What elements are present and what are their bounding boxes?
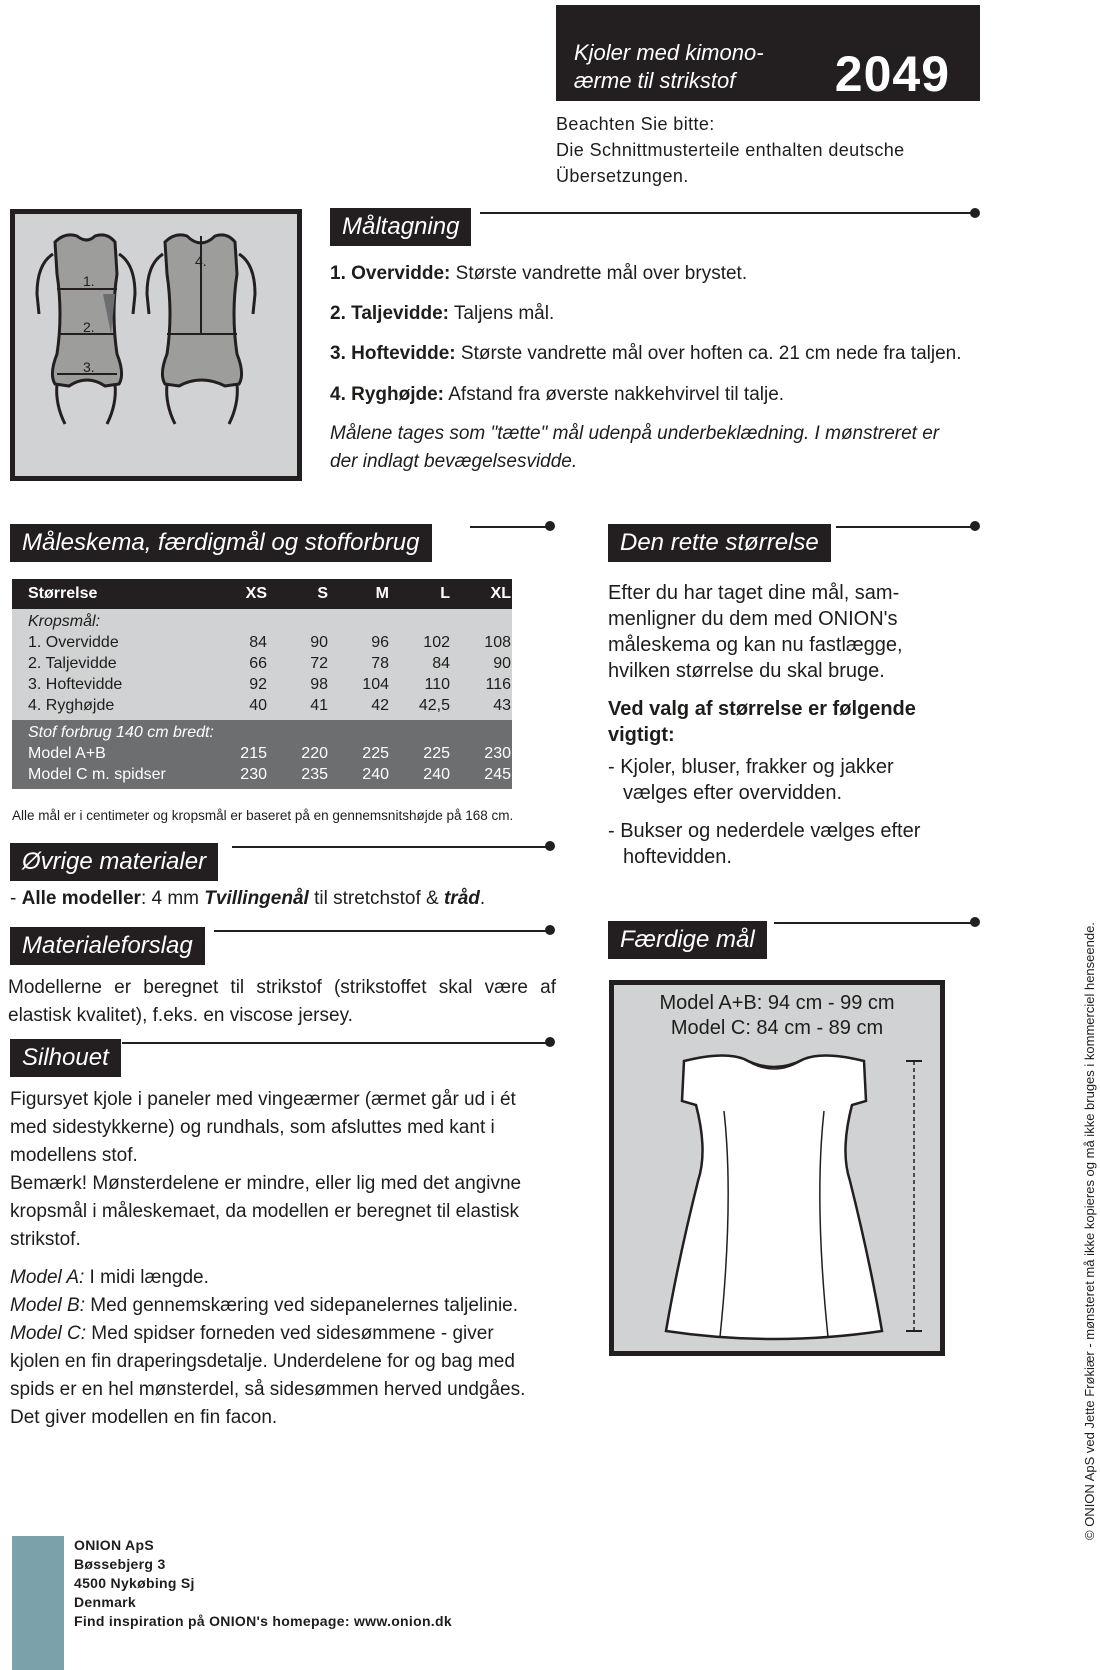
silhouet-description: Figursyet kjole i paneler med vingeærmer (ærmet går ud i ét med sidestykkerne) og rundhals, som afsluttes med kant i modellens stof. Bemærk! Mønsterdelene er mindre, eller lig med det angivne kropsmål i måleskemaet, da modellen er beregnet til elastisk strikstof. bbox=[10, 1089, 522, 1250]
section-rule bbox=[122, 1042, 550, 1044]
figure-label-4: 4. bbox=[195, 253, 207, 269]
measurement-note: Målene tages som "tætte" mål udenpå underbeklædning. I mønstreret er der indlagt bevægelsesvidde. bbox=[330, 423, 940, 472]
title-line-2: ærme til strikstof bbox=[574, 68, 736, 93]
body-measurement-illustration bbox=[15, 214, 297, 476]
footer-country: Denmark bbox=[74, 1594, 137, 1610]
section-rule bbox=[470, 526, 550, 528]
body-measurements: Kropsmål: 1. Overvidde 84 90 96 102 108 2. Taljevidde 66 72 78 84 90 3. Hoftevidde 92 98 104 110 116 4. Ryghøjde 40 41 42 42,5 43 bbox=[12, 609, 512, 720]
finished-measurements-box bbox=[609, 980, 945, 1356]
model-a: Model A: I midi længde. bbox=[10, 1267, 209, 1288]
rette-storrelse-bullet-2: - Bukser og nederdele vælges efter hoftevidden. bbox=[608, 820, 921, 868]
section-rule-dot bbox=[545, 1037, 555, 1047]
finished-measurements bbox=[614, 991, 940, 1041]
measurement-item-2: 2. Taljevidde: Taljens mål. bbox=[330, 303, 555, 324]
measurement-item-1: 1. Overvidde: Største vandrette mål over brystet. bbox=[330, 263, 748, 284]
notice-line: Übersetzungen. bbox=[556, 166, 689, 186]
section-title-maleskema: Måleskema, færdigmål og stofforbrug bbox=[10, 524, 432, 562]
section-title-maltagning: Måltagning bbox=[330, 208, 471, 246]
section-title-ovrige: Øvrige materialer bbox=[10, 843, 218, 881]
measurement-figure-box bbox=[10, 209, 302, 481]
table-footnote: Alle mål er i centimeter og kropsmål er baseret på en gennemsnitshøjde på 168 cm. bbox=[12, 808, 514, 823]
ovrige-text: - Alle modeller: 4 mm Tvillingenål til stretchstof & tråd. bbox=[10, 888, 486, 909]
section-rule-dot bbox=[545, 521, 555, 531]
notice bbox=[556, 111, 905, 189]
section-rule bbox=[836, 526, 976, 528]
measurement-item-4: 4. Ryghøjde: Afstand fra øverste nakkehvirvel til talje. bbox=[330, 384, 785, 405]
measurement-item-3: 3. Hoftevidde: Største vandrette mål over hoften ca. 21 cm nede fra taljen. bbox=[330, 343, 962, 364]
section-rule-dot bbox=[545, 841, 555, 851]
teal-color-bar bbox=[12, 1536, 64, 1670]
notice-line: Beachten Sie bitte: bbox=[556, 114, 715, 134]
rette-storrelse-heading: Ved valg af størrelse er følgende vigtigt: bbox=[608, 698, 916, 746]
section-title-silhouet: Silhouet bbox=[10, 1039, 121, 1077]
footer-city: 4500 Nykøbing Sj bbox=[74, 1575, 195, 1591]
rette-storrelse-bullet-1: - Kjoler, bluser, frakker og jakker vælges efter overvidden. bbox=[608, 756, 894, 804]
table-row: Model A+B 215 220 225 225 230 bbox=[28, 745, 511, 762]
finished-c: Model C: 84 cm - 89 cm bbox=[670, 1017, 884, 1039]
section-rule-dot bbox=[970, 208, 980, 218]
materialeforslag-text: Modellerne er beregnet til strikstof (strikstoffet skal være af elastisk kvalitet), f.eks. en viscose jersey. bbox=[8, 977, 556, 1026]
table-row: Model C m. spidser 230 235 240 240 245 bbox=[28, 766, 511, 783]
figure-label-2: 2. bbox=[83, 319, 95, 335]
section-title-faerdige: Færdige mål bbox=[608, 921, 767, 959]
footer-address bbox=[74, 1536, 452, 1631]
table-row: 4. Ryghøjde 40 41 42 42,5 43 bbox=[28, 697, 511, 714]
section-title-materialeforslag: Materialeforslag bbox=[10, 927, 205, 965]
section-rule-dot bbox=[970, 917, 980, 927]
model-c: Model C: Med spidser forneden ved sidesømmene - giver bbox=[10, 1323, 494, 1344]
section-rule-dot bbox=[970, 521, 980, 531]
notice-line: Die Schnittmusterteile enthalten deutsche bbox=[556, 140, 905, 160]
section-rule-dot bbox=[545, 925, 555, 935]
pattern-title bbox=[574, 39, 764, 95]
footer-company: ONION ApS bbox=[74, 1537, 154, 1553]
size-table-header: Størrelse XS S M L XL bbox=[12, 579, 512, 609]
title-line-1: Kjoler med kimono- bbox=[574, 40, 764, 65]
silhouet-models: Model A: I midi længde. Model B: Med gennemskæring ved sidepanelernes taljelinie. Model C: Med spidser forneden ved sidesømmene - giver kjolen en fin draperingsdetalje. Underdelene for og bag med spids er en hel mønsterdel, så sidesømmen herved undgåes. Det giver modellen en fin facon. bbox=[10, 1264, 556, 1432]
table-row: 2. Taljevidde 66 72 78 84 90 bbox=[28, 655, 511, 672]
footer-street: Bøssebjerg 3 bbox=[74, 1556, 166, 1572]
figure-label-3: 3. bbox=[83, 359, 95, 375]
table-row: 3. Hoftevidde 92 98 104 110 116 bbox=[28, 676, 511, 693]
section-rule bbox=[214, 930, 550, 932]
copyright-notice: © ONION ApS ved Jette Frøkiær - mønsteret må ikke kopieres og må ikke bruges i kommerciel henseende. bbox=[1082, 922, 1097, 1540]
dress-illustration bbox=[614, 1041, 940, 1351]
fabric-consumption: Stof forbrug 140 cm bredt: Model A+B 215 220 225 225 230 Model C m. spidser 230 235 240 240 245 bbox=[12, 720, 512, 789]
model-b: Model B: Med gennemskæring ved sidepanelernes taljelinie. bbox=[10, 1295, 519, 1316]
title-box bbox=[556, 5, 980, 101]
finished-a-b: Model A+B: 94 cm - 99 cm bbox=[659, 992, 895, 1014]
size-table bbox=[12, 579, 512, 789]
figure-label-1: 1. bbox=[83, 273, 95, 289]
pattern-number: 2049 bbox=[834, 46, 950, 102]
section-rule bbox=[480, 212, 976, 214]
section-rule bbox=[232, 846, 550, 848]
section-rule bbox=[774, 922, 976, 924]
footer-website: Find inspiration på ONION's homepage: www.onion.dk bbox=[74, 1613, 452, 1629]
section-title-rette-storrelse: Den rette størrelse bbox=[608, 524, 831, 562]
rette-storrelse-text: Efter du har taget dine mål, sam- menligner du dem med ONION's måleskema og kan nu fastlægge, hvilken størrelse du skal bruge. bbox=[608, 582, 903, 682]
table-row: 1. Overvidde 84 90 96 102 108 bbox=[28, 634, 511, 651]
